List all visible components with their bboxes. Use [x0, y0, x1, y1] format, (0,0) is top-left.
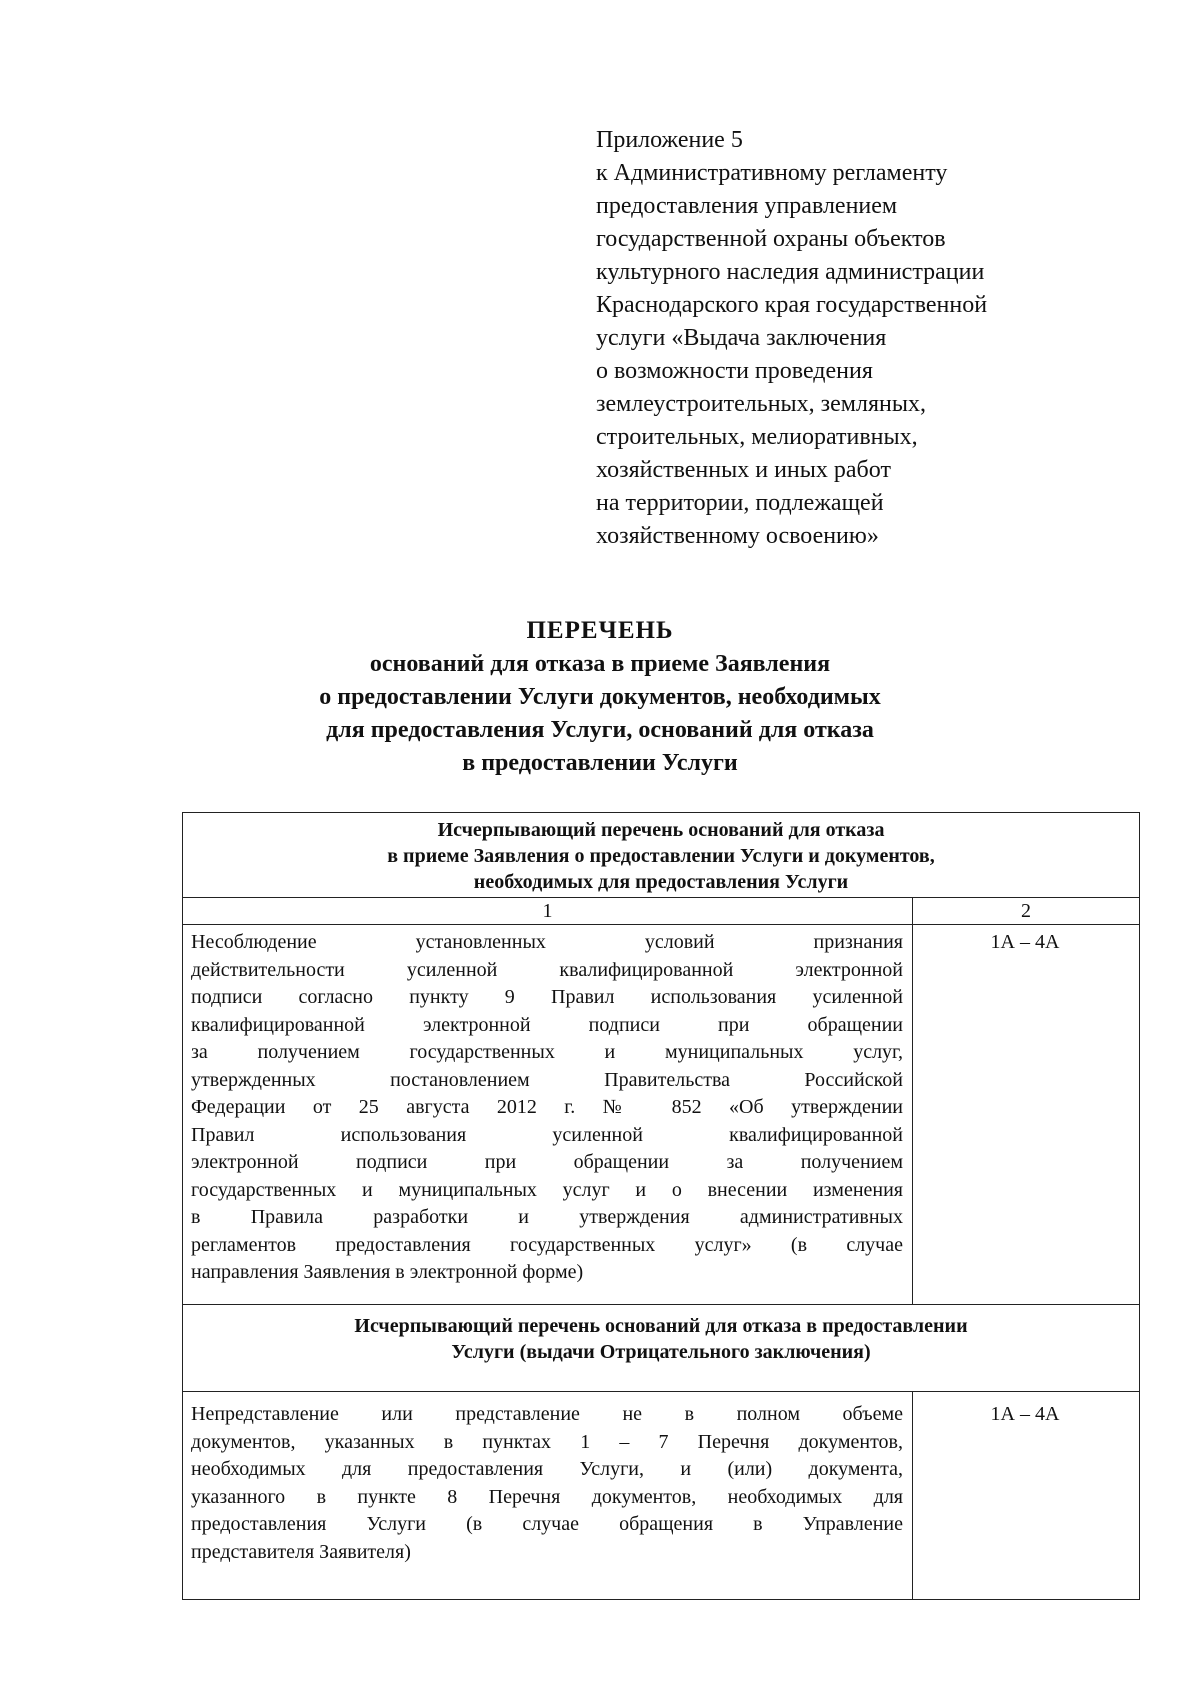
section2-header-line: Услуги (выдачи Отрицательного заключения) [451, 1341, 871, 1363]
text-line: представителя Заявителя) [191, 1540, 411, 1563]
text-line: в Правила разработки и утверждения административных [191, 1206, 903, 1228]
appendix-line: землеустроительных, земляных, [596, 391, 926, 417]
text-line: необходимых для предоставления Услуги, и (или) документа, [191, 1458, 903, 1480]
text-line: указанного в пункте 8 Перечня документов, необходимых для [191, 1485, 903, 1508]
document-title [150, 614, 1050, 780]
appendix-line: на территории, подлежащей [596, 490, 884, 516]
appendix-line: хозяйственному освоению» [596, 523, 879, 549]
grounds-table [182, 812, 1140, 1600]
text-line: регламентов предоставления государственных услуг» (в случае [191, 1233, 903, 1256]
section2-ground-code: 1А – 4А [990, 1403, 1060, 1425]
section2-ground-text [191, 1401, 903, 1566]
row-divider [183, 1391, 1139, 1392]
text-line: государственных и муниципальных услуг и о внесении изменения [191, 1178, 903, 1201]
appendix-line: хозяйственных и иных работ [596, 457, 891, 483]
text-line: квалифицированной электронной подписи при обращении [191, 1013, 903, 1036]
column-number-1: 1 [542, 900, 553, 922]
text-line: Федерации от 25 августа 2012 г. № 852 «Об утверждении [191, 1096, 903, 1118]
text-line: Правил использования усиленной квалифицированной [191, 1123, 903, 1146]
appendix-line: строительных, мелиоративных, [596, 424, 918, 450]
column-divider [912, 897, 913, 1304]
section1-header [183, 817, 1139, 895]
appendix-line: услуги «Выдача заключения [596, 325, 887, 351]
title-line: в предоставлении Услуги [462, 750, 738, 776]
appendix-line: о возможности проведения [596, 358, 873, 384]
section1-ground-text [191, 929, 903, 1287]
appendix-line: государственной охраны объектов [596, 226, 946, 252]
row-divider [183, 924, 1139, 925]
title-line: для предоставления Услуги, оснований для отказа [326, 717, 874, 743]
appendix-line: к Административному регламенту [596, 160, 948, 186]
text-line: подписи согласно пункту 9 Правил использования усиленной [191, 986, 903, 1008]
text-line: утвержденных постановлением Правительства Российской [191, 1068, 903, 1091]
text-line: Непредставление или представление не в полном объеме [191, 1403, 903, 1425]
section1-header-line: необходимых для предоставления Услуги [473, 871, 849, 893]
text-line: действительности усиленной квалифицированной электронной [191, 958, 903, 981]
text-line: электронной подписи при обращении за получением [191, 1151, 903, 1173]
column-number-2: 2 [1021, 900, 1031, 922]
text-line: Несоблюдение установленных условий признания [191, 931, 903, 953]
appendix-line: предоставления управлением [596, 193, 898, 219]
appendix-block [596, 124, 1116, 553]
text-line: направления Заявления в электронной форме) [191, 1261, 584, 1283]
text-line: за получением государственных и муниципальных услуг, [191, 1041, 903, 1063]
title-line: о предоставлении Услуги документов, необходимых [319, 684, 881, 710]
appendix-line: Приложение 5 [596, 127, 743, 153]
row-divider [183, 1304, 1139, 1305]
section2-header-line: Исчерпывающий перечень оснований для отказа в предоставлении [354, 1315, 968, 1337]
section1-ground-code: 1А – 4А [990, 931, 1060, 953]
appendix-line: Краснодарского края государственной [596, 292, 988, 318]
title-heading: ПЕРЕЧЕНЬ [526, 617, 674, 644]
section2-header [183, 1313, 1139, 1365]
column-divider [912, 1391, 913, 1599]
text-line: предоставления Услуги (в случае обращения в Управление [191, 1513, 903, 1535]
text-line: документов, указанных в пунктах 1 – 7 Перечня документов, [191, 1430, 903, 1453]
section1-header-line: в приеме Заявления о предоставлении Услуги и документов, [387, 845, 935, 867]
section1-header-line: Исчерпывающий перечень оснований для отказа [437, 819, 885, 841]
appendix-line: культурного наследия администрации [596, 259, 985, 285]
title-line: оснований для отказа в приеме Заявления [369, 651, 831, 677]
